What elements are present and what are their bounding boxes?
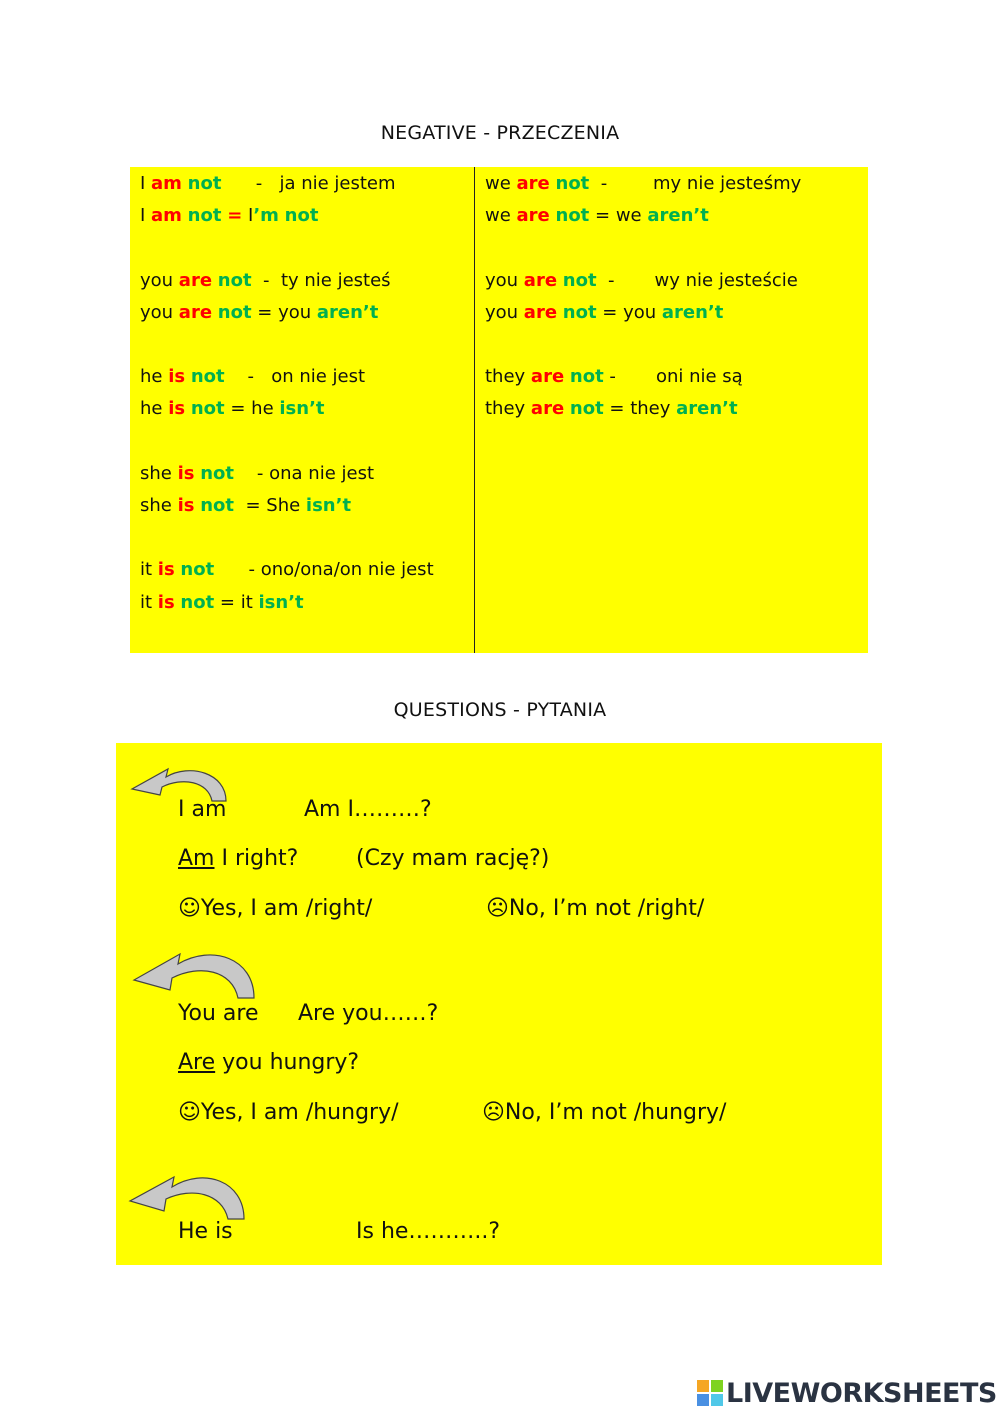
negative-line xyxy=(140,495,351,516)
i-statement: I am xyxy=(178,797,227,822)
i-yes-answer: ☺Yes, I am /right/ xyxy=(178,896,373,921)
negation-word: not xyxy=(187,205,222,227)
negative-line xyxy=(140,559,434,580)
negation-word: not xyxy=(190,366,225,388)
negation-word: aren’t xyxy=(676,398,738,420)
verb-word: is xyxy=(157,591,175,613)
line-text: she xyxy=(140,495,178,516)
verb-word: is xyxy=(157,559,175,581)
line-text: - my nie jesteśmy xyxy=(589,173,802,194)
negation-word: not xyxy=(187,173,222,194)
you-question: Are you……? xyxy=(298,1001,439,1026)
line-text: he xyxy=(140,366,169,388)
line-text: they xyxy=(485,398,531,420)
negative-line xyxy=(485,173,801,194)
negative-line xyxy=(140,463,374,484)
line-text: = She xyxy=(234,495,306,516)
you-no-answer: ☹No, I’m not /hungry/ xyxy=(482,1100,727,1125)
line-text: you xyxy=(485,301,524,323)
negation-word: aren’t xyxy=(316,301,379,323)
negation-word: not xyxy=(200,462,235,484)
line-text: = we xyxy=(589,205,648,227)
i-question: Am I………? xyxy=(304,797,432,822)
negative-line xyxy=(485,366,743,387)
line-text: - ty nie jesteś xyxy=(251,269,391,291)
negative-line xyxy=(140,398,325,419)
you-statement: You are xyxy=(178,1001,259,1026)
are-question-rest: you hungry? xyxy=(215,1050,360,1075)
verb-word: = xyxy=(227,205,243,227)
line-text: = you xyxy=(596,301,662,323)
verb-word: is xyxy=(168,366,186,388)
negation-word: not xyxy=(569,398,604,420)
verb-word: are xyxy=(516,173,550,194)
line-text: = he xyxy=(224,398,280,420)
line-text: = it xyxy=(214,591,259,613)
negative-line xyxy=(140,270,391,291)
verb-word: is xyxy=(177,462,195,484)
line-text: - ja nie jestem xyxy=(221,173,396,194)
negative-line xyxy=(485,270,798,291)
negation-word: aren’t xyxy=(661,301,724,323)
am-question-line xyxy=(178,846,298,871)
negative-line xyxy=(485,205,709,226)
negation-word: not xyxy=(200,495,235,516)
are-question-line xyxy=(178,1050,359,1075)
liveworksheets-logo-icon xyxy=(697,1380,723,1406)
negation-word: not xyxy=(562,269,597,291)
line-text: = you xyxy=(251,301,317,323)
negative-line xyxy=(140,205,318,226)
negation-word: ’m xyxy=(253,205,279,227)
line-text: = they xyxy=(603,398,677,420)
verb-word: am xyxy=(151,173,182,194)
column-divider xyxy=(474,167,475,653)
verb-word: are xyxy=(516,205,550,227)
am-translation: (Czy mam rację?) xyxy=(356,846,550,871)
line-text: - ona nie jest xyxy=(234,462,375,484)
questions-title: QUESTIONS - PYTANIA xyxy=(393,699,607,721)
verb-word: is xyxy=(177,495,195,516)
negative-line xyxy=(485,398,738,419)
liveworksheets-logo xyxy=(697,1378,997,1408)
negation-word: not xyxy=(555,205,590,227)
line-text: I xyxy=(140,173,152,194)
line-text: it xyxy=(140,591,158,613)
negative-table xyxy=(130,167,868,653)
verb-word: is xyxy=(168,398,186,420)
negation-word: not xyxy=(190,398,225,420)
line-text: you xyxy=(140,269,179,291)
you-yes-answer: ☺Yes, I am /hungry/ xyxy=(178,1100,399,1125)
negation-word: not xyxy=(217,269,252,291)
negative-line xyxy=(140,366,365,387)
line-text: they xyxy=(485,366,531,388)
am-question-rest: I right? xyxy=(214,846,299,871)
verb-word: are xyxy=(178,301,213,323)
negative-line xyxy=(140,592,304,613)
negation-word: isn’t xyxy=(305,495,352,516)
i-no-answer: ☹No, I’m not /right/ xyxy=(486,896,705,921)
line-text: - oni nie są xyxy=(603,366,743,388)
verb-word: are xyxy=(523,301,558,323)
line-text: it xyxy=(140,559,158,581)
line-text: - wy nie jesteście xyxy=(596,269,798,291)
curved-arrow-icon xyxy=(132,948,258,1000)
negative-line xyxy=(140,173,396,194)
negative-title: NEGATIVE - PRZECZENIA xyxy=(380,122,620,144)
line-text: I xyxy=(242,205,254,227)
negative-line xyxy=(140,302,378,323)
negation-word: not xyxy=(555,173,590,194)
negation-word: not xyxy=(217,301,252,323)
line-text: you xyxy=(485,269,524,291)
negation-word: isn’t xyxy=(279,398,325,420)
are-underlined: Are xyxy=(178,1050,216,1075)
line-text: - ono/ona/on nie jest xyxy=(214,559,434,581)
verb-word: are xyxy=(523,269,558,291)
he-statement: He is xyxy=(178,1219,233,1244)
line-text: - on nie jest xyxy=(224,366,366,388)
line-text: she xyxy=(140,462,178,484)
negation-word: isn’t xyxy=(258,591,304,613)
he-question: Is he………..? xyxy=(356,1219,501,1244)
am-underlined: Am xyxy=(178,846,215,871)
negation-word: not xyxy=(180,591,215,613)
verb-word: am xyxy=(151,205,182,227)
negation-word: not xyxy=(562,301,597,323)
verb-word: are xyxy=(178,269,213,291)
negative-line xyxy=(485,302,723,323)
line-text: we xyxy=(485,205,517,227)
questions-panel xyxy=(116,743,882,1265)
verb-word: are xyxy=(530,398,565,420)
negation-word: not xyxy=(284,205,319,227)
negation-word: not xyxy=(569,366,604,388)
line-text: we xyxy=(485,173,517,194)
logo-text: LIVEWORKSHEETS xyxy=(726,1377,997,1409)
negation-word: not xyxy=(180,559,215,581)
line-text: I xyxy=(140,205,152,227)
negation-word: aren’t xyxy=(647,205,709,227)
line-text: you xyxy=(140,301,179,323)
curved-arrow-icon xyxy=(128,1171,248,1221)
verb-word: are xyxy=(530,366,565,388)
line-text: he xyxy=(140,398,169,420)
